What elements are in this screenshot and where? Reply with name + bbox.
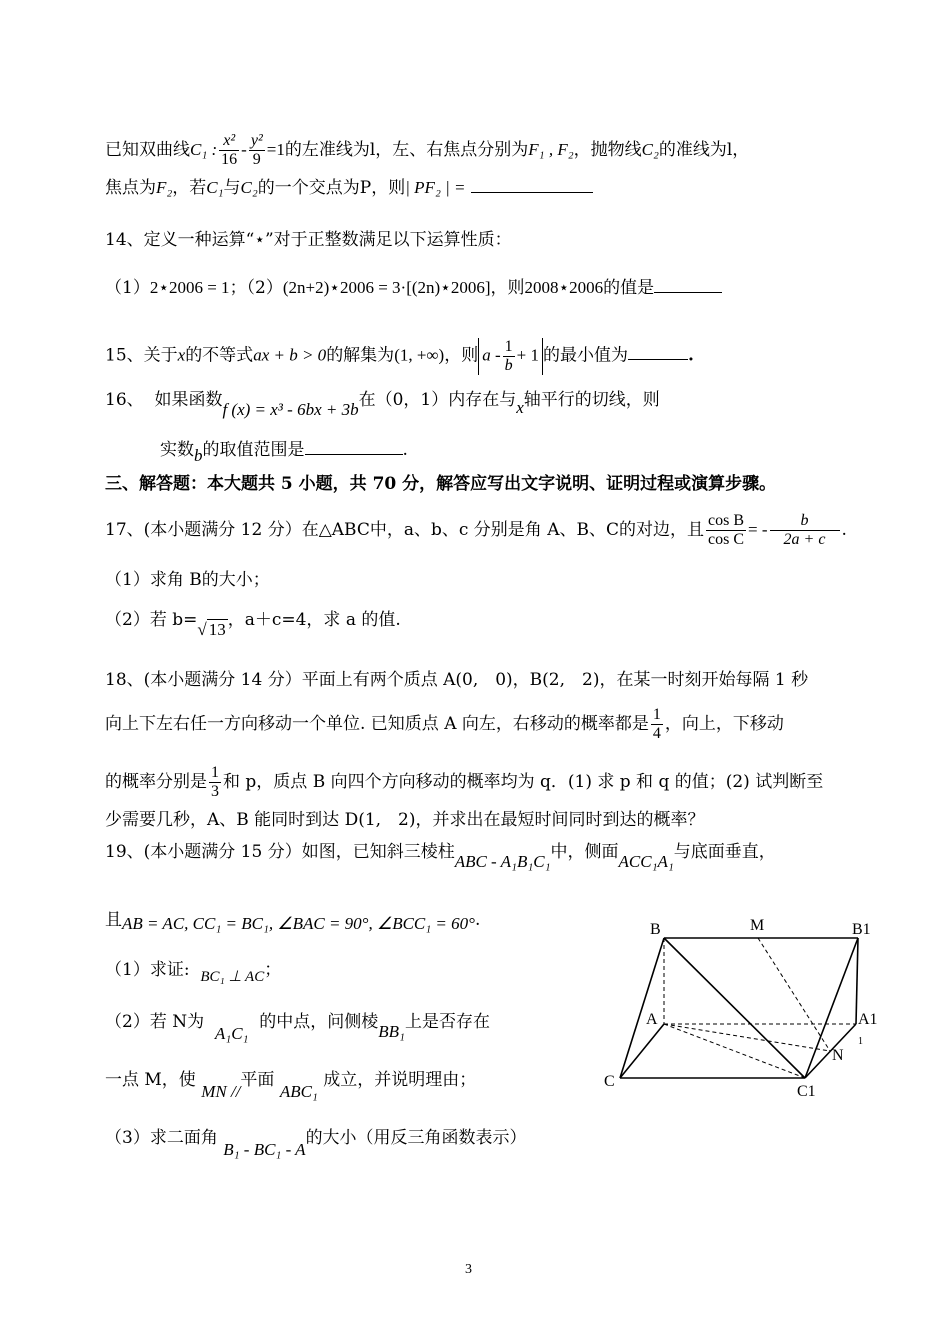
q19-line1 (105, 840, 776, 871)
q18-line3-b: 和 p，质点 B 向四个方向移动的概率均为 q．(1) 求 p 和 q 的值；(2) 试判断至 (223, 772, 824, 792)
q18-line3-a: 的概率分别是 (105, 772, 207, 792)
q16-text-a: 如果函数 (154, 390, 223, 410)
q16-axis-x: x (516, 398, 524, 417)
q19-line1-b: 中，侧面 (550, 842, 619, 862)
q18-line2 (105, 706, 784, 743)
q14-body (105, 276, 722, 300)
q18-f2-den: 3 (211, 783, 219, 800)
q19-sub4-expr: B₁ - BC₁ - A (223, 1140, 306, 1159)
q16-text-c: 轴平行的切线，则 (523, 390, 660, 410)
q19-line2 (105, 908, 480, 932)
q13-eq-rest: =1 (266, 140, 285, 159)
q13-text-b: 的左准线为l，左、右焦点分别为 (284, 140, 529, 160)
q19-line1-c: 与底面垂直， (673, 842, 776, 862)
page-number: 3 (465, 1262, 472, 1277)
q19-cond: AB = AC, CC₁ = BC₁, ∠BAC = 90°, ∠BCC₁ = 60° (122, 914, 475, 933)
q18-frac2 (209, 764, 221, 801)
q18-line4: 少需要几秒，A、B 能同时到达 D(1, 2)，并求出在最短时间同时到达的概率？ (105, 810, 705, 830)
q13-text-f: ，若 (172, 178, 207, 198)
label-B: B (650, 921, 661, 938)
q19-sub2-edge: BB₁ (378, 1022, 405, 1041)
q13-text-d: 的准线为l， (658, 140, 750, 160)
q16-var-b: b (194, 446, 203, 465)
q13-frac2-num: y² (250, 132, 263, 149)
q14-p1: （1） (105, 278, 150, 298)
q15-text-d: ，则 (444, 345, 479, 366)
label-N: N (832, 1047, 844, 1064)
q17-f1-num: cos B (708, 512, 744, 529)
q19-sub3-a: 一点 M，使 (105, 1070, 196, 1090)
edge-CA (620, 1024, 664, 1078)
q16-end: . (402, 440, 408, 460)
q15-frac (503, 338, 515, 375)
edge-BC (620, 938, 664, 1078)
q19-sub4-a: （3）求二面角 (105, 1128, 218, 1148)
q13-foci: F₁ , F₂ (528, 140, 574, 159)
q16-func: f (x) = x³ - 6bx + 3b (222, 400, 359, 419)
q19-sub3 (105, 1068, 477, 1101)
q19-sub2-b: 的中点，问侧棱 (259, 1012, 379, 1032)
q19-sub3-plane: ABC₁ (279, 1082, 318, 1101)
q13-frac2 (249, 132, 265, 169)
q17-f2-den: 2a + c (770, 530, 840, 549)
hidden-edge-AC1 (664, 1024, 805, 1078)
label-C: C (604, 1073, 615, 1090)
q17-sub2 (105, 608, 401, 639)
q13-c1: C₁ : (190, 140, 218, 159)
q15-frac-num: 1 (504, 338, 513, 355)
q17-end: . (841, 520, 847, 540)
q19-prism: ABC - A₁B₁C₁ (454, 852, 551, 871)
q17-head-text: 17、(本小题满分 12 分）在△ABC中，a、b、c 分别是角 A、B、C的对边，且 (105, 520, 704, 540)
q16-text-b: 在（0，1）内存在与 (358, 390, 517, 410)
q19-sub3-b: 平面 (240, 1070, 275, 1090)
q16-label: 16、 (105, 390, 144, 410)
q16-answer-blank[interactable] (305, 454, 403, 455)
q13-answer-blank[interactable] (471, 192, 593, 193)
q18-line2-a: 向上下左右任一方向移动一个单位. 已知质点 A 向左，右移动的概率都是 (105, 714, 649, 734)
q15-answer-blank[interactable] (628, 359, 688, 360)
q19-line1-a: 19、(本小题满分 15 分）如图，已知斜三棱柱 (105, 842, 455, 862)
q17-frac2 (770, 512, 840, 549)
q18-line1: 18、(本小题满分 14 分）平面上有两个质点 A(0, 0)，B(2, 2)，在某一时刻开始每隔 1 秒 (105, 670, 809, 690)
q15-abs (478, 338, 543, 375)
q19-sub3-c: 成立，并说明理由； (323, 1070, 477, 1090)
q13-focus-f2: F₂ (156, 178, 173, 197)
label-A1: A1 (858, 1011, 878, 1028)
q14-sep: ；（2） (229, 278, 283, 298)
q14-eq1: 2⋆2006 = 1 (149, 278, 230, 297)
q17-sqrt-rad: 13 (208, 620, 226, 639)
q17-eq: = - (748, 520, 768, 539)
q13-text-h: 的一个交点为P，则 (257, 178, 406, 198)
q19-sub2-seg: A₁C₁ (214, 1024, 249, 1043)
label-C1: C1 (797, 1083, 816, 1100)
q16-text-d: 实数 (160, 440, 194, 460)
q13-c2b: C₂ (240, 178, 258, 197)
q19-line2-a: 且 (105, 910, 122, 930)
label-M: M (750, 917, 765, 934)
q15-text-e: 的最小值为 (542, 345, 628, 366)
q18-f1-num: 1 (652, 706, 661, 723)
q13-c1b: C₁ (206, 178, 224, 197)
q16-text-e: 的取值范围是 (202, 440, 305, 460)
q17-sub2-b: ，a＋c=4，求 a 的值. (227, 610, 401, 630)
q15-text-c: 的解集为 (326, 345, 395, 366)
q19-sub2 (105, 1010, 490, 1043)
label-A: A (646, 1011, 658, 1028)
q19-sub2-a: （2）若 N为 (105, 1012, 205, 1032)
q19-sub1-a: （1）求证: (105, 960, 190, 980)
q19-sub1-end: ； (264, 960, 282, 980)
q18-f1-den: 4 (652, 725, 661, 742)
q13-pf2: | PF₂ | = (405, 178, 466, 197)
q17-f1-den: cos C (708, 531, 744, 548)
q13-frac1-den: 16 (221, 151, 238, 168)
q17-frac1 (706, 512, 746, 549)
q19-sub3-expr: MN // (201, 1082, 241, 1101)
q13-text-c: ，抛物线 (573, 140, 642, 160)
q15-abs-left: a - (482, 345, 501, 365)
q13-frac2-den: 9 (249, 150, 265, 169)
q13-line2 (105, 176, 593, 200)
q17-head (105, 512, 847, 549)
q16-line1 (105, 388, 660, 419)
q15-abs-right: + 1 (516, 345, 539, 365)
q15-end: . (687, 345, 694, 366)
q18-line2-b: ，向上，下移动 (664, 714, 784, 734)
q15-label: 15、 (105, 345, 144, 366)
q15-text-a: 关于 (143, 345, 178, 366)
q13-text-e: 焦点为 (105, 178, 156, 198)
q15-ineq: ax + b > 0 (253, 345, 327, 365)
q19-face: ACC₁A₁ (618, 852, 674, 871)
section3-title: 三、解答题：本大题共 5 小题，共 70 分，解答应写出文字说明、证明过程或演算步骤。 (105, 474, 777, 494)
q14-eq2: (2n+2)⋆2006 = 3·[(2n)⋆2006] (282, 278, 491, 297)
hidden-edge-MN (758, 938, 830, 1051)
q13-frac1-num: x² (223, 132, 236, 149)
q14-title: 14、定义一种运算“⋆”对于正整数满足以下运算性质： (105, 230, 512, 250)
prism-figure (600, 910, 890, 1100)
q15-frac-den: b (504, 357, 513, 374)
q15-var-x: x (177, 345, 186, 365)
q19-sub1 (105, 958, 281, 983)
q19-sub4 (105, 1126, 527, 1159)
q14-text-val: 的值是 (603, 278, 655, 298)
q18-f2-num: 1 (211, 764, 219, 781)
q14-then: ，则 (490, 278, 525, 298)
q19-sub4-b: 的大小（用反三角函数表示） (305, 1128, 527, 1148)
q13-line1 (105, 132, 749, 169)
q15-interval: (1, +∞) (394, 345, 445, 365)
q13-frac1 (219, 132, 239, 169)
label-B1: B1 (852, 921, 871, 938)
q15-text-b: 的不等式 (185, 345, 254, 366)
q13-c2: C₂ (641, 140, 659, 159)
q17-f2-num: b (800, 512, 809, 529)
q18-line3 (105, 764, 823, 801)
q13-minus: - (241, 140, 247, 159)
label-one: 1 (858, 1036, 863, 1047)
q19-sub2-c: 上是否存在 (404, 1012, 490, 1032)
q17-sub2-a: （2）若 b= (105, 610, 198, 630)
q16-line2 (160, 438, 408, 465)
q13-intro: 已知双曲线 (105, 140, 190, 160)
q15-line (105, 338, 694, 375)
q14-eq3: 2008⋆2006 (524, 278, 604, 297)
q17-sqrt: √ 13 (197, 620, 226, 639)
q17-sub1: （1）求角 B的大小； (105, 570, 270, 590)
edge-A1C1 (805, 1024, 856, 1078)
q13-text-g: 与 (223, 178, 241, 198)
q18-frac1 (651, 706, 663, 743)
hidden-edge-AN (664, 1024, 830, 1051)
q14-answer-blank[interactable] (654, 292, 722, 293)
edge-BC1 (664, 938, 805, 1078)
q19-sub1-expr: BC₁ ⊥ AC (200, 969, 265, 985)
q19-line2-end: . (474, 910, 481, 930)
